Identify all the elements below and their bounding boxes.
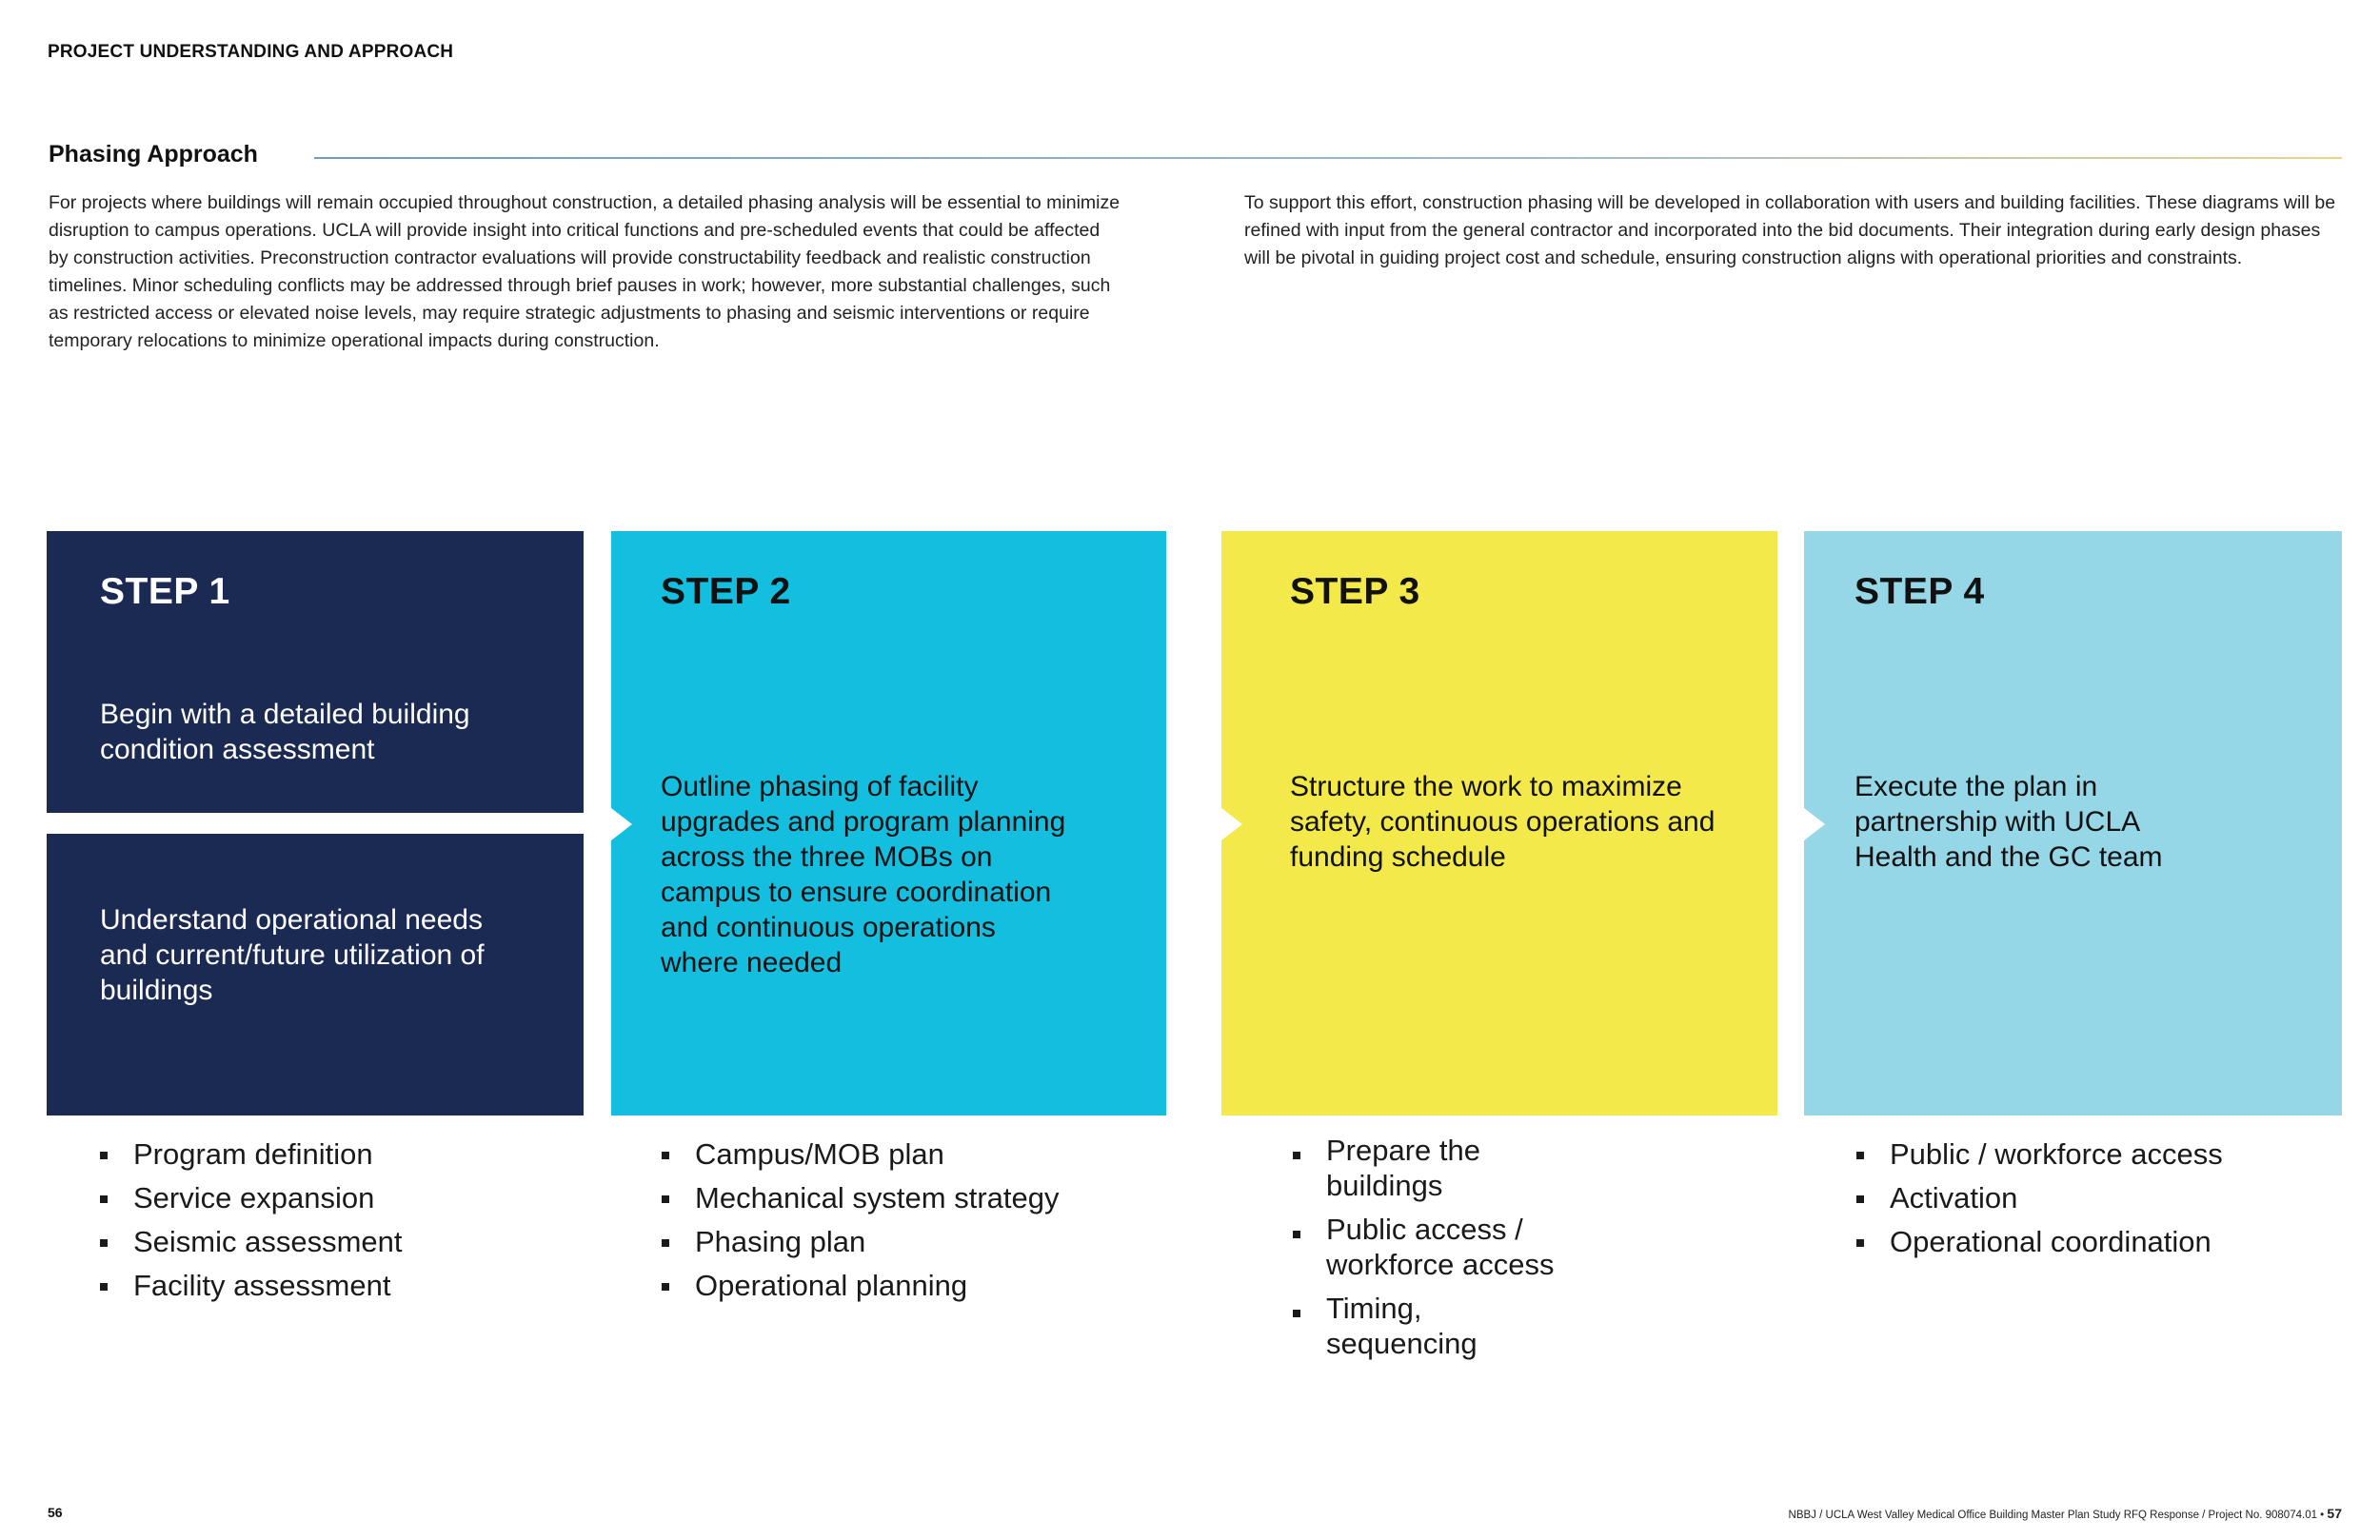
list-item: Public access / workforce access <box>1290 1212 1576 1282</box>
step-1-bullet-list <box>97 1133 403 1308</box>
arrow-into-step-4-icon <box>1804 808 1825 840</box>
step-4-heading: STEP 4 <box>1854 571 1985 612</box>
step-4-box <box>1804 531 2342 1116</box>
step-3-text: Structure the work to maximize safety, continuous operations and funding schedule <box>1290 771 1716 873</box>
step-3-box <box>1221 531 1777 1116</box>
list-item: Seismic assessment <box>97 1220 403 1264</box>
list-item: Operational coordination <box>1854 1220 2223 1264</box>
list-item: Phasing plan <box>659 1220 1059 1264</box>
page-number-left: 56 <box>48 1505 63 1520</box>
step-4-text: Execute the plan in partnership with UCLA Health and the GC team <box>1854 771 2163 873</box>
step-4-bullet-list <box>1854 1133 2223 1264</box>
step-2-bullet-list <box>659 1133 1059 1308</box>
list-item: Campus/MOB plan <box>659 1133 1059 1176</box>
step-1-text-b: Understand operational needs and current/future utilization of buildings <box>100 904 485 1006</box>
list-item: Operational planning <box>659 1264 1059 1308</box>
step-1-box-top <box>47 531 584 813</box>
footer-text: NBBJ / UCLA West Valley Medical Office Building Master Plan Study RFQ Response / Project No. 908074.01 • <box>1788 1510 2325 1521</box>
list-item: Activation <box>1854 1176 2223 1220</box>
list-item: Facility assessment <box>97 1264 403 1308</box>
footer-citation <box>1789 1506 2342 1521</box>
step-1-box-bottom <box>47 834 584 1116</box>
step-1-heading: STEP 1 <box>100 571 230 612</box>
step-2-box <box>611 531 1166 1116</box>
list-item: Public / workforce access <box>1854 1133 2223 1176</box>
intro-paragraph-right: To support this effort, construction phasing will be developed in collaboration with users and building facilities. These diagrams will be refined with input from the general contractor and incorporated into the bid documents. Their integration during early design phases will be pivotal in guiding project cost and schedule, ensuring construction aligns with operational priorities and constraints. <box>1244 192 2336 268</box>
step-2-text: Outline phasing of facility upgrades and program planning across the three MOBs on campus to ensure coordination and continuous operations where needed <box>661 771 1066 978</box>
list-item: Timing, sequencing <box>1290 1291 1576 1361</box>
list-item: Service expansion <box>97 1176 403 1220</box>
list-item: Prepare the buildings <box>1290 1133 1576 1203</box>
intro-paragraph-left: For projects where buildings will remain occupied throughout construction, a detailed phasing analysis will be essential to minimize disruption to campus operations. UCLA will provide insight into critical functions and pre-scheduled events that could be affected by construction activities. Preconstruction contractor evaluations will provide constructability feedback and realistic construction timelines. Minor scheduling conflicts may be addressed through brief pauses in work; however, more substantial challenges, such as restricted access or elevated noise levels, may require strategic adjustments to phasing and seismic interventions or require temporary relocations to minimize operational impacts during construction. <box>49 192 1121 351</box>
arrow-into-step-3-icon <box>1221 808 1242 840</box>
step-3-heading: STEP 3 <box>1290 571 1420 612</box>
title-divider <box>314 157 2342 159</box>
arrow-into-step-2-icon <box>611 808 632 840</box>
section-title: Phasing Approach <box>49 141 258 168</box>
list-item: Mechanical system strategy <box>659 1176 1059 1220</box>
list-item: Program definition <box>97 1133 403 1176</box>
page-number-right: 57 <box>2327 1506 2342 1521</box>
step-3-bullet-list <box>1290 1133 1576 1361</box>
step-2-heading: STEP 2 <box>661 571 791 612</box>
document-section-label: PROJECT UNDERSTANDING AND APPROACH <box>48 42 454 62</box>
step-1-text-a: Begin with a detailed building condition assessment <box>100 699 470 765</box>
